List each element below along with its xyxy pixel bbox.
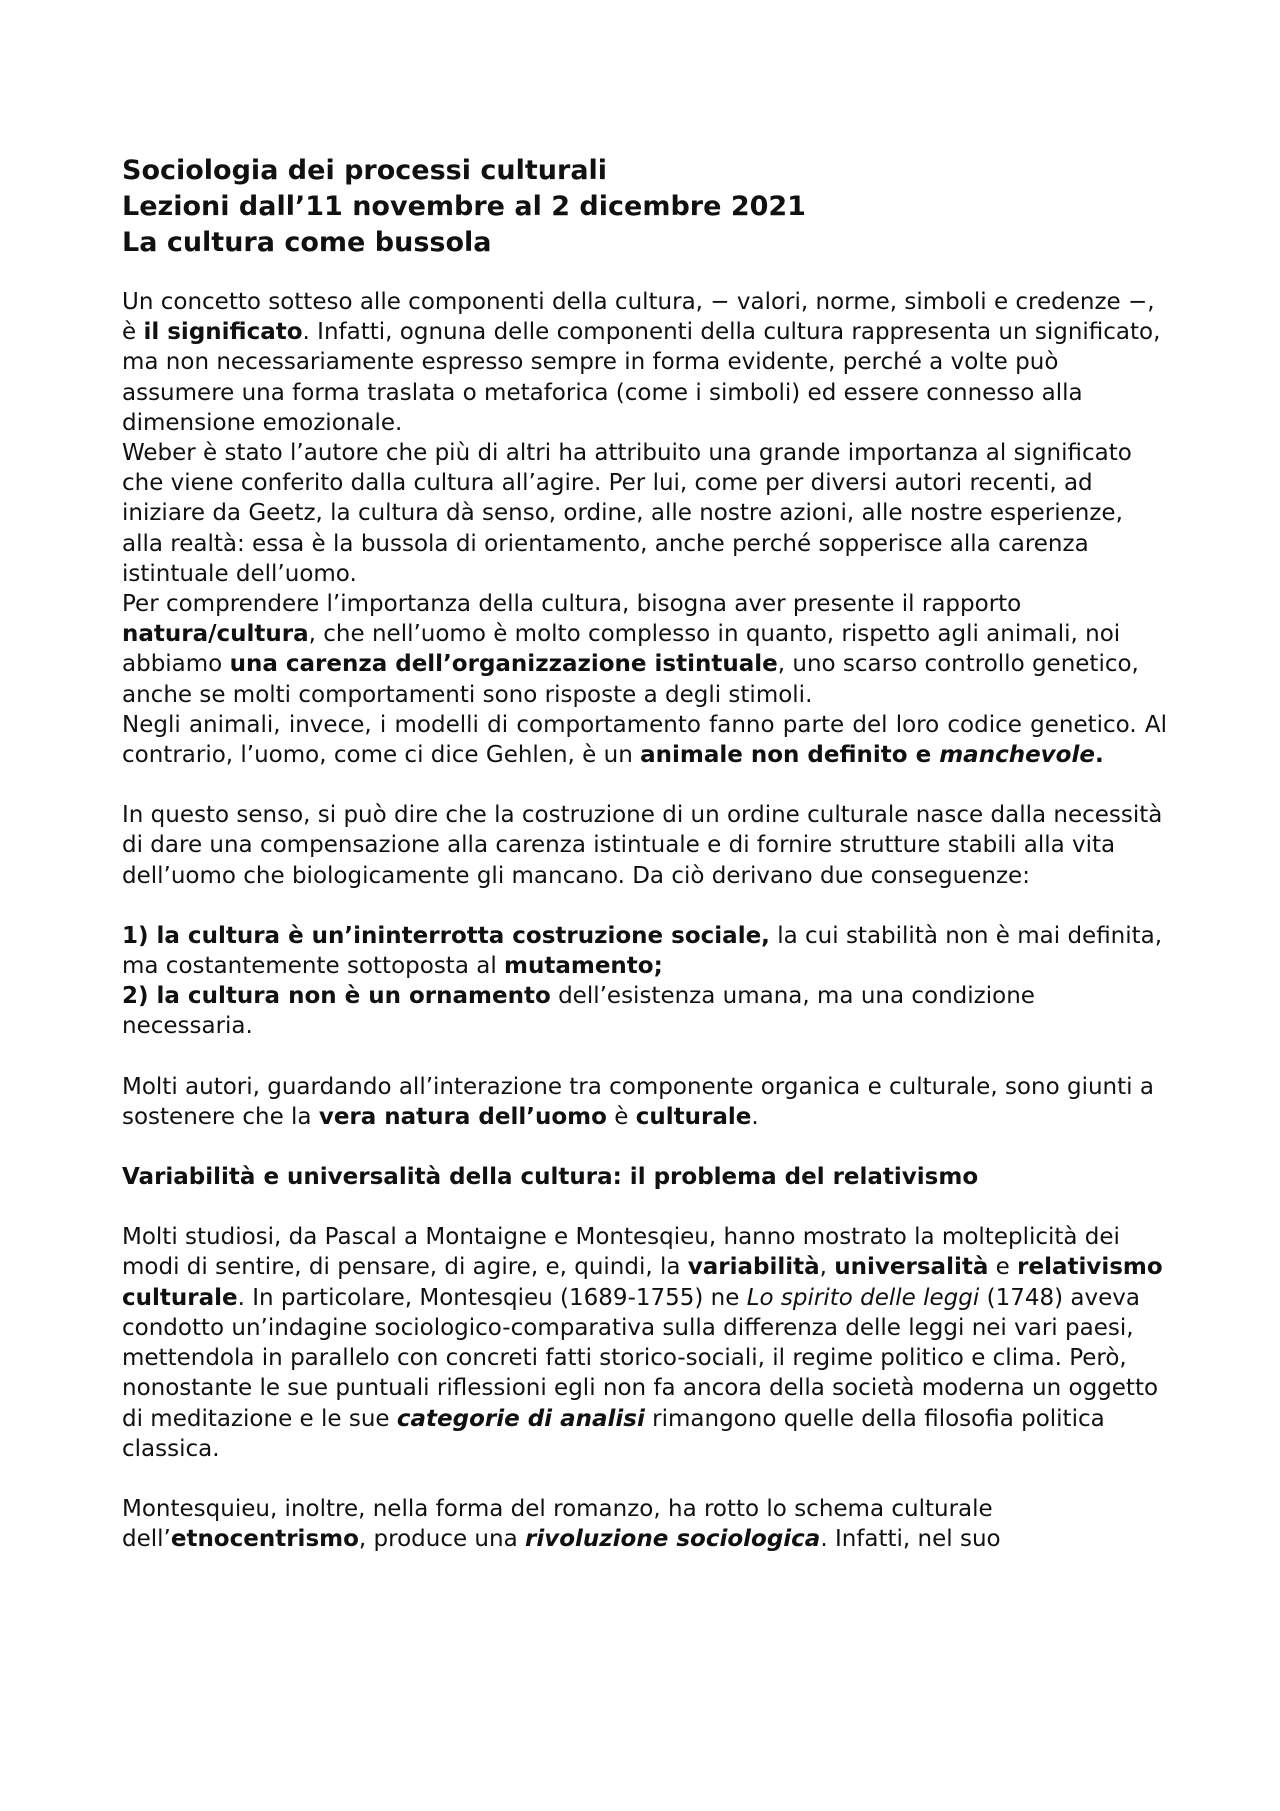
list-item-consequence-1: 1) la cultura è un’ininterrotta costruzione sociale, la cui stabilità non è mai definita, ma costantemente sottoposta al mutamento; — [122, 922, 1163, 980]
section-heading-relativismo: Variabilità e universalità della cultura: il problema del relativismo — [122, 1164, 979, 1191]
paragraph-vera-natura: Molti autori, guardando all’interazione tra componente organica e culturale, sono giunti a sostenere che la vera natura dell’uomo è culturale. — [122, 1073, 1154, 1130]
paragraph-etnocentrismo: Montesquieu, inoltre, nella forma del romanzo, ha rotto lo schema culturale dell’etnocentrismo, produce una rivoluzione sociologica. Infatti, nel suo — [122, 1495, 1001, 1553]
paragraph-significato: Un concetto sotteso alle componenti della cultura, − valori, norme, simboli e credenze −, è il significato. Infatti, ognuna delle componenti della cultura rappresenta un significato, ma non necessariamente espresso sempre in forma evidente, perché a volte può assumere una forma traslata o metaforica (come i simboli) ed essere connesso alla dimensione emozionale. — [122, 289, 1161, 436]
course-title: Sociologia dei processi culturali — [122, 155, 608, 186]
chapter-title: La cultura come bussola — [122, 227, 492, 258]
paragraph-montesqieu: Molti studiosi, da Pascal a Montaigne e Montesqieu, hanno mostrato la molteplicità dei modi di sentire, di pensare, di agire, e, quindi, la variabilità, universalità e relativismo culturale. In particolare, Montesqieu (1689-1755) ne Lo spirito delle leggi (1748) aveva condotto un’indagine sociologico-comparativa sulla differenza delle leggi nei vari paesi, mettendola in parallelo con concreti fatti storico-sociali, il regime politico e clima. Però, nonostante le sue puntuali riflessioni egli non fa ancora della società moderna un oggetto di meditazione e le sue categorie di analisi rimangono quelle della filosofia politica classica. — [122, 1224, 1163, 1462]
list-item-consequence-2: 2) la cultura non è un ornamento dell’esistenza umana, ma una condizione necessaria. — [122, 983, 1035, 1040]
spacer — [122, 770, 1167, 800]
lessons-date-title: Lezioni dall’11 novembre al 2 dicembre 2021 — [122, 191, 806, 222]
paragraph-gehlen: Negli animali, invece, i modelli di comportamento fanno parte del loro codice genetico. Al contrario, l’uomo, come ci dice Gehlen, è un animale non definito e manchevole. — [122, 711, 1167, 769]
paragraph-natura-cultura: Per comprendere l’importanza della cultura, bisogna aver presente il rapporto natura/cultura, che nell’uomo è molto complesso in quanto, rispetto agli animali, noi abbiamo una carenza dell’organizzazione istintuale, uno scarso controllo genetico, anche se molti comportamenti sono risposte a degli stimoli. — [122, 591, 1139, 708]
document-page — [122, 153, 1167, 1554]
paragraph-weber: Weber è stato l’autore che più di altri ha attribuito una grande importanza al significato che viene conferito dalla cultura all’agire. Per lui, come per diversi autori recenti, ad iniziare da Geetz, la cultura dà senso, ordine, alle nostre azioni, alle nostre esperienze, alla realtà: essa è la bussola di orientamento, anche perché sopperisce alla carenza istintuale dell’uomo. — [122, 440, 1132, 587]
paragraph-ordine-culturale: In questo senso, si può dire che la costruzione di un ordine culturale nasce dalla necessità di dare una compensazione alla carenza istintuale e di fornire strutture stabili alla vita dell’uomo che biologicamente gli mancano. Da ciò derivano due conseguenze: — [122, 802, 1163, 889]
spacer — [122, 1464, 1167, 1494]
spacer — [122, 1192, 1167, 1222]
spacer — [122, 891, 1167, 921]
spacer — [122, 1132, 1167, 1162]
spacer — [122, 1042, 1167, 1072]
document-title-block — [122, 153, 1167, 261]
